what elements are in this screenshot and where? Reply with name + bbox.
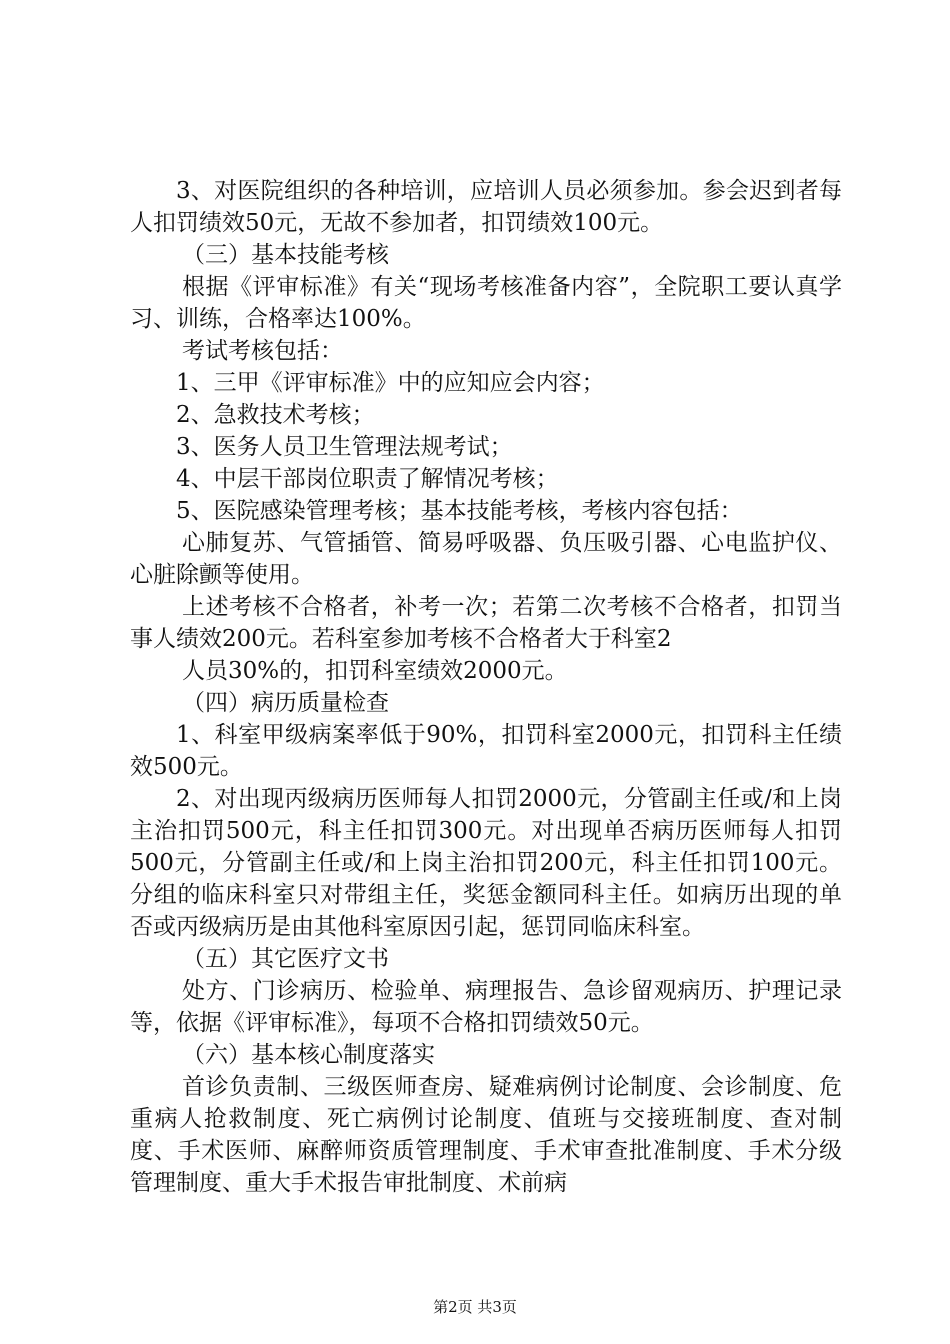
- paragraph: 处方、门诊病历、检验单、病理报告、急诊留观病历、护理记录等，依据《评审标准》，每项不合格扣罚绩效50元。: [130, 978, 842, 1036]
- paragraph: 考试考核包括：: [182, 338, 343, 364]
- paragraph: 5、医院感染管理考核；基本技能考核，考核内容包括：: [176, 498, 743, 524]
- paragraph: 人员30%的，扣罚科室绩效2000元。: [182, 658, 568, 684]
- paragraph: 根据《评审标准》有关“现场考核准备内容”，全院职工要认真学习、训练，合格率达100%。: [130, 274, 842, 332]
- paragraph: 1、科室甲级病案率低于90%，扣罚科室2000元，扣罚科主任绩效500元。: [130, 722, 842, 780]
- paragraph: 3、对医院组织的各种培训，应培训人员必须参加。参会迟到者每人扣罚绩效50元，无故不参加者，扣罚绩效100元。: [130, 178, 842, 236]
- paragraph: 上述考核不合格者，补考一次；若第二次考核不合格者，扣罚当事人绩效200元。若科室参加考核不合格者大于科室2: [130, 594, 842, 652]
- paragraph: 2、对出现丙级病历医师每人扣罚2000元，分管副主任或/和上岗主治扣罚500元，科主任扣罚300元。对出现单否病历医师每人扣罚500元，分管副主任或/和上岗主治扣罚200元，科主任扣罚100元。分组的临床科室只对带组主任，奖惩金额同科主任。如病历出现的单否或丙级病历是由其他科室原因引起，惩罚同临床科室。: [130, 786, 842, 940]
- paragraph: 首诊负责制、三级医师查房、疑难病例讨论制度、会诊制度、危重病人抢救制度、死亡病例讨论制度、值班与交接班制度、查对制度、手术医师、麻醉师资质管理制度、手术审查批准制度、手术分级管理制度、重大手术报告审批制度、术前病: [130, 1074, 842, 1196]
- paragraph: 1、三甲《评审标准》中的应知应会内容；: [176, 370, 605, 396]
- paragraph: 心肺复苏、气管插管、简易呼吸器、负压吸引器、心电监护仪、心脏除颤等使用。: [130, 530, 842, 588]
- section-heading: （四）病历质量检查: [182, 690, 389, 716]
- document-body: [130, 175, 842, 1199]
- section-heading: （六）基本核心制度落实: [182, 1042, 435, 1068]
- section-heading: （五）其它医疗文书: [182, 946, 389, 972]
- page-footer: 第2页 共3页: [433, 1298, 517, 1316]
- section-heading: （三）基本技能考核: [182, 242, 389, 268]
- paragraph: 3、医务人员卫生管理法规考试；: [176, 434, 513, 460]
- paragraph: 2、急救技术考核；: [176, 402, 375, 428]
- paragraph: 4、中层干部岗位职责了解情况考核；: [176, 466, 559, 492]
